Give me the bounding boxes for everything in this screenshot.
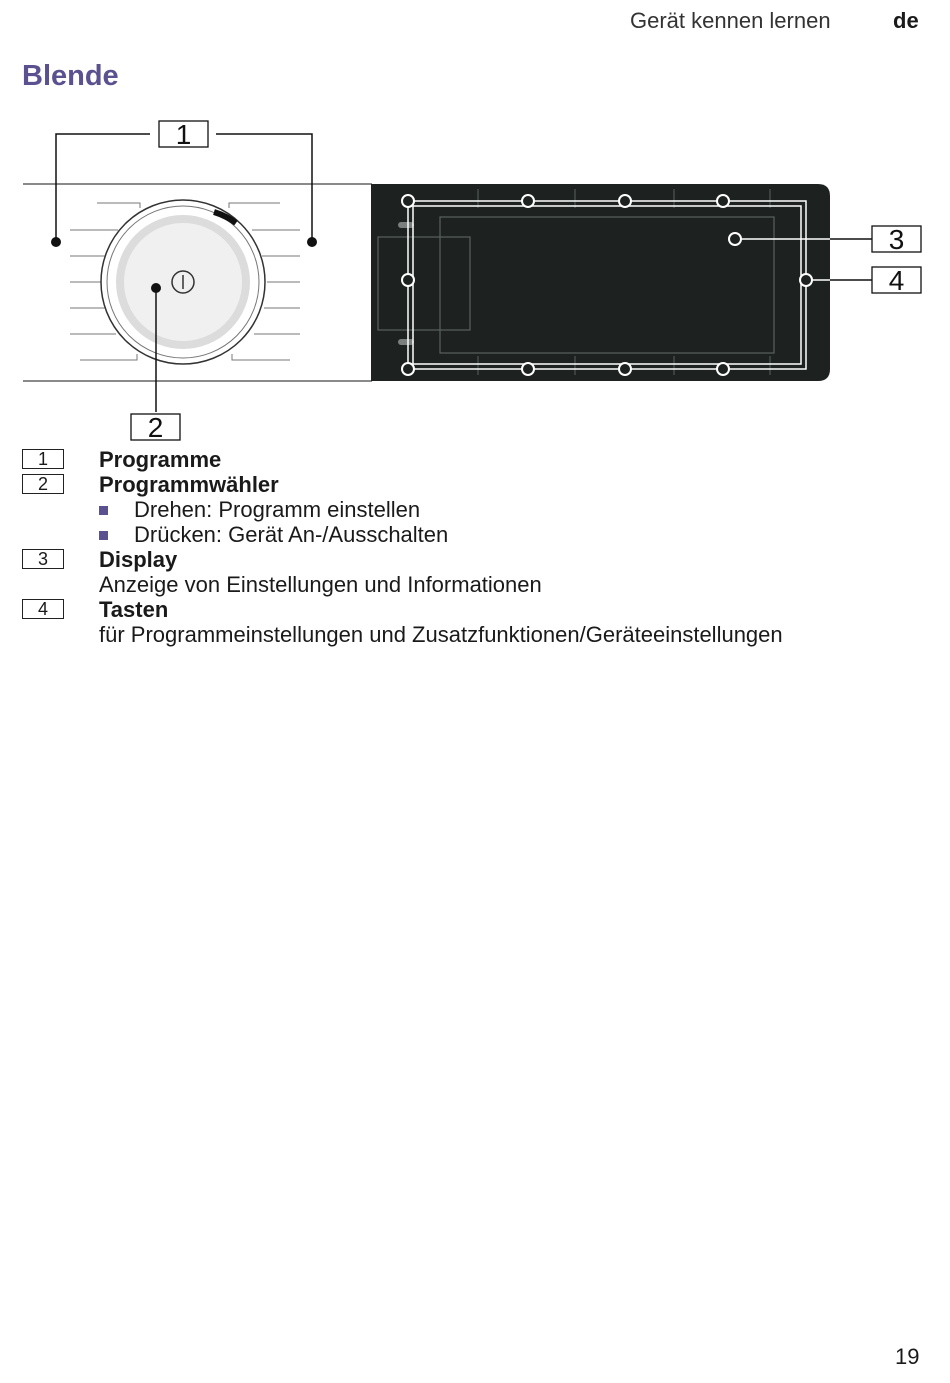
callout-2-label: 2 — [147, 412, 164, 443]
legend-title: Programme — [99, 447, 222, 472]
header-language: de — [893, 8, 919, 33]
legend-number: 1 — [22, 449, 64, 469]
square-bullet-icon — [99, 506, 108, 515]
indicator-light-bottom — [398, 339, 414, 345]
legend-item — [22, 547, 922, 597]
legend-description: für Programmeinstellungen und Zusatzfunktionen/Geräteeinstellungen — [99, 622, 783, 647]
page-title: Blende — [22, 60, 119, 92]
legend-item — [22, 472, 922, 547]
callout-4-label: 4 — [888, 265, 905, 296]
callout-1-label: 1 — [175, 119, 192, 150]
legend-number: 2 — [22, 474, 64, 494]
legend — [22, 447, 922, 647]
legend-item — [22, 597, 922, 647]
legend-description: Anzeige von Einstellungen und Informationen — [99, 572, 542, 597]
square-bullet-icon — [99, 531, 108, 540]
control-panel-figure — [0, 110, 950, 445]
page-number: 19 — [895, 1344, 920, 1369]
legend-title: Tasten — [99, 597, 169, 622]
callout-3-label: 3 — [888, 224, 905, 255]
legend-number: 4 — [22, 599, 64, 619]
legend-title: Programmwähler — [99, 472, 279, 497]
legend-item — [22, 447, 922, 472]
header-section-title: Gerät kennen lernen — [630, 8, 831, 33]
legend-number: 3 — [22, 549, 64, 569]
legend-bullet-text: Drehen: Programm einstellen — [134, 497, 421, 522]
legend-bullet-text: Drücken: Gerät An-/Ausschalten — [134, 522, 449, 547]
legend-bullet — [99, 497, 922, 522]
legend-title: Display — [99, 547, 178, 572]
indicator-light-top — [398, 222, 414, 228]
legend-bullet — [99, 522, 922, 547]
